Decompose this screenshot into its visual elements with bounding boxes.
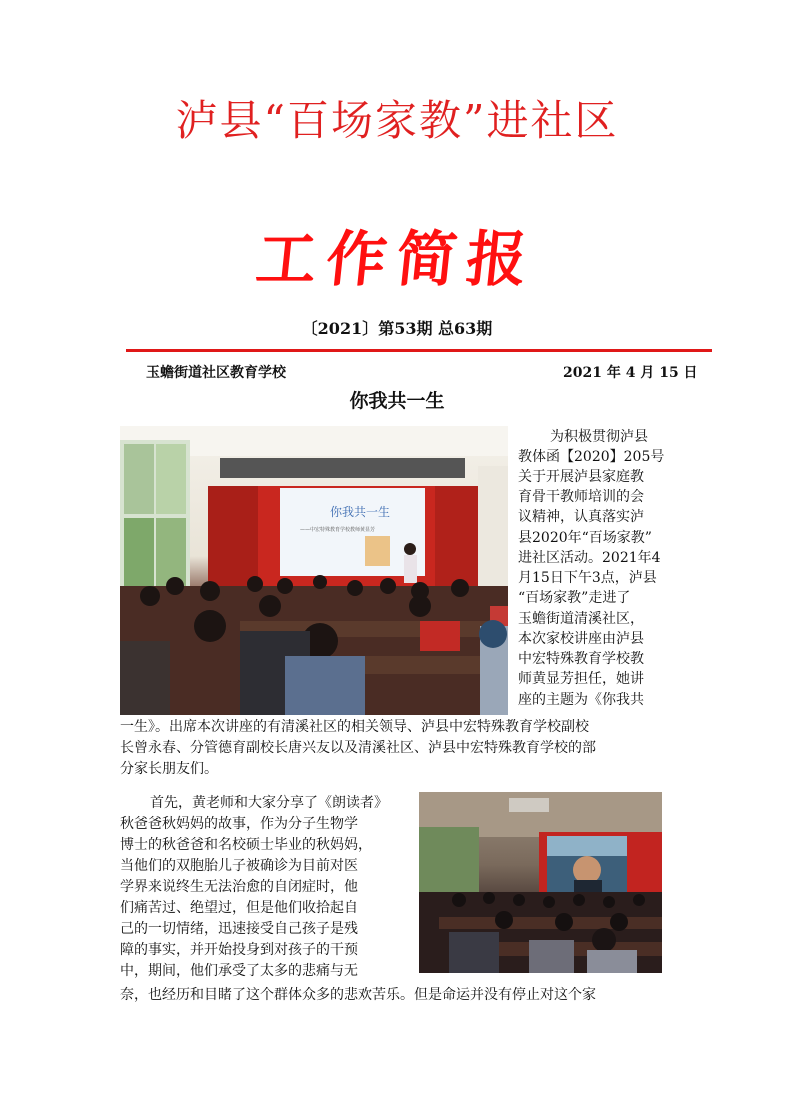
para1-line: 月15日下午3点，泸县 (518, 570, 657, 586)
article-heading: 你我共一生 (349, 390, 445, 412)
para2-line: 中，期间，他们承受了太多的悲痛与无 (120, 963, 358, 979)
para1-line: 玉蟾街道清溪社区， (518, 611, 644, 627)
para2-line: 首先，黄老师和大家分享了《朗读者》 (150, 795, 388, 811)
para1-line: 为积极贯彻泸县 (550, 429, 648, 445)
para1-line: “百场家教”走进了 (518, 590, 631, 606)
report-date: 2021 年 4 月 15 日 (563, 365, 698, 381)
para2-line: 学界来说终生无法治愈的自闭症时，他 (120, 879, 358, 895)
para1-line: 长曾永春、分管德育副校长唐兴友以及清溪社区、泸县中宏特殊教育学校的部 (120, 740, 596, 756)
report-title-line2: 工作简报 (252, 225, 541, 295)
para2-line: 障的事实，并开始投身到对孩子的干预 (120, 942, 358, 958)
para2-line: 当他们的双胞胎儿子被确诊为目前对医 (120, 858, 358, 874)
para1-line: 县2020年“百场家教” (518, 530, 652, 546)
lecture-photo-2-drawing (419, 792, 662, 973)
para1-line: 关于开展泸县家庭教 (518, 469, 644, 485)
lecture-photo-2 (419, 792, 662, 973)
para2-line: 们痛苦过、绝望过，但是他们收拾起自 (120, 900, 358, 916)
para1-line: 师黄显芳担任，她讲 (518, 671, 644, 687)
photo1-screen-title: 你我共一生 (330, 505, 391, 519)
para1-line: 育骨干教师培训的会 (518, 489, 644, 505)
lecture-photo-1-drawing (120, 426, 508, 715)
report-title-line1: 泸县“百场家教”进社区 (175, 96, 619, 145)
lecture-photo-1 (120, 426, 508, 715)
organization-name: 玉蟾街道社区教育学校 (146, 365, 286, 381)
para2-line: 己的一切情绪，迅速接受自己孩子是残 (120, 921, 358, 937)
para1-line: 中宏特殊教育学校教 (518, 651, 644, 667)
photo1-screen-subtitle: ——中宏特殊教育学校教师黄显芳 (300, 527, 376, 533)
para1-line: 座的主题为《你我共 (518, 692, 644, 708)
para1-line: 教体函【2020】205号 (518, 449, 665, 465)
para1-line: 进社区活动。2021年4 (518, 550, 661, 566)
para1-line: 议精神，认真落实泸 (518, 509, 644, 525)
para1-line: 分家长朋友们。 (120, 761, 218, 777)
para2-line: 奈，也经历和目睹了这个群体众多的悲欢苦乐。但是命运并没有停止对这个家 (120, 987, 596, 1003)
para1-line: 本次家校讲座由泸县 (518, 631, 644, 647)
issue-number: 〔2021〕第53期 总63期 (301, 319, 493, 338)
para2-line: 秋爸爸秋妈妈的故事，作为分子生物学 (120, 816, 358, 832)
para1-line: 一生》。出席本次讲座的有清溪社区的相关领导、泸县中宏特殊教育学校副校 (120, 719, 589, 735)
para2-line: 博士的秋爸爸和名校硕士毕业的秋妈妈， (120, 837, 372, 853)
header-divider (126, 349, 712, 352)
